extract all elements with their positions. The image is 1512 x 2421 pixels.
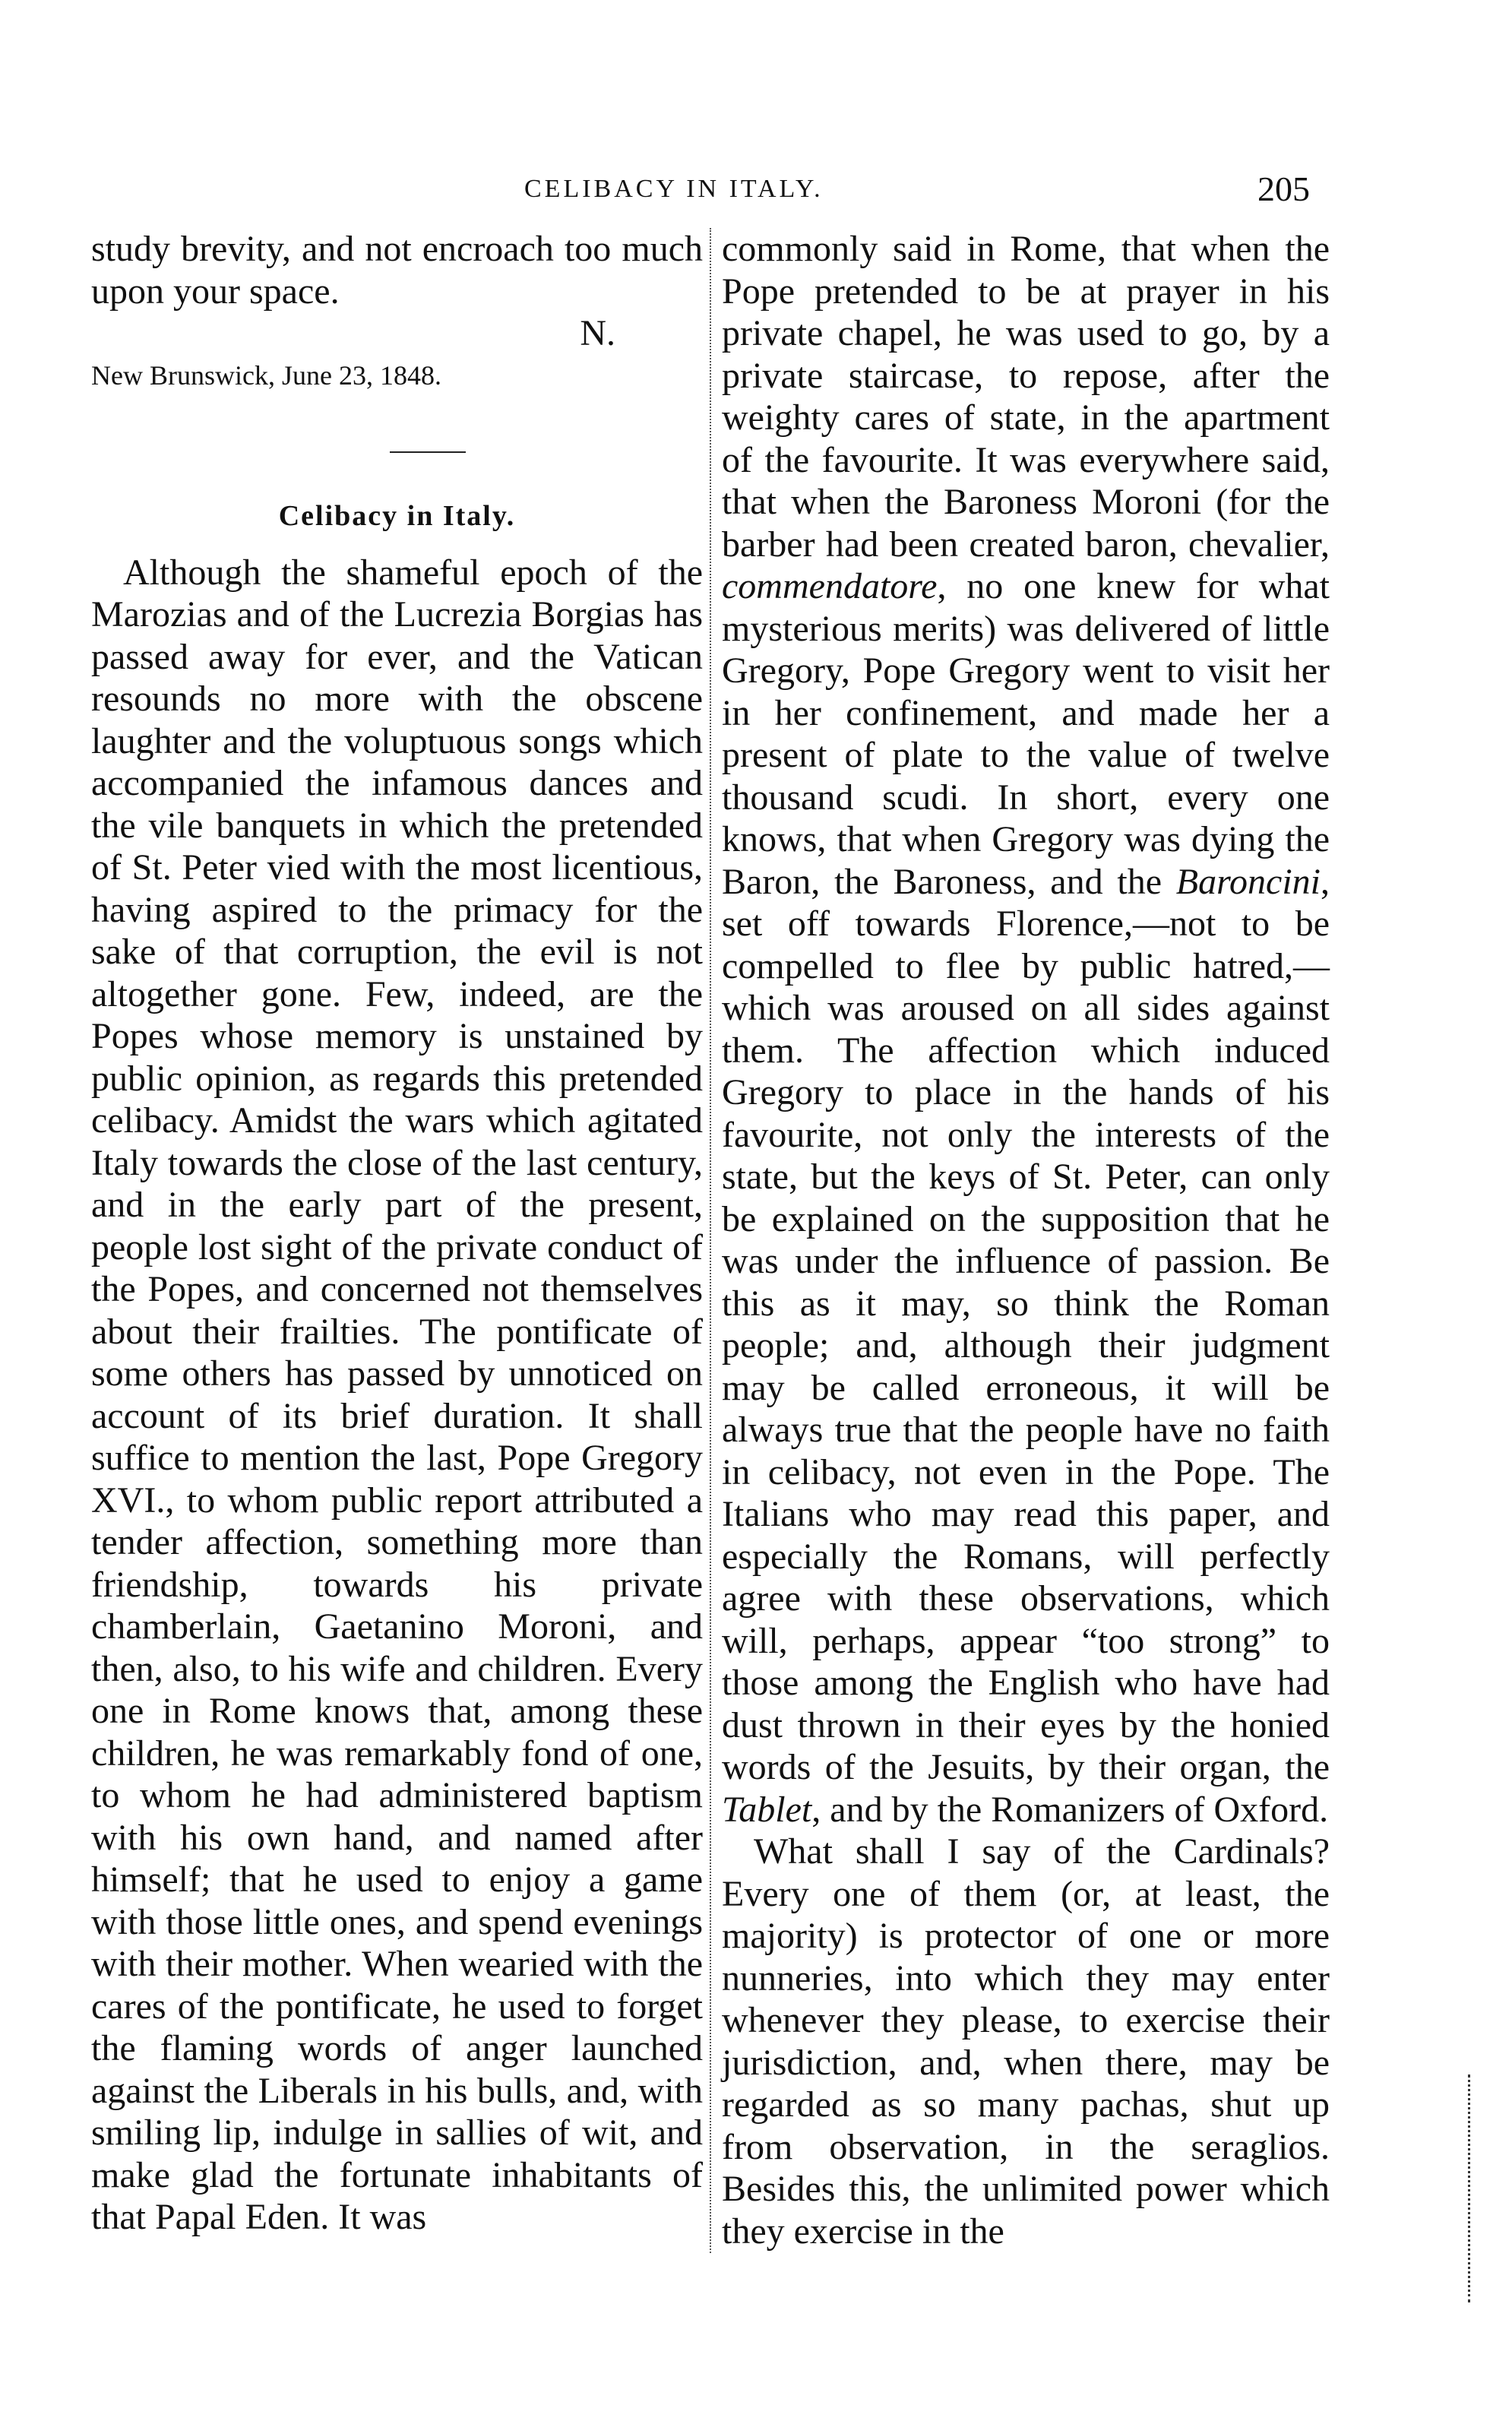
italic-term: commendatore — [722, 566, 938, 606]
right-column — [722, 228, 1330, 2280]
article-paragraph-1-continued — [722, 228, 1330, 1831]
carryover-text: study brevity, and not encroach too much upon your space. — [91, 229, 703, 312]
signature: N. — [580, 313, 615, 353]
text-run: , and by the Romanizers of Oxford. — [811, 1789, 1329, 1830]
text-run: commonly said in Rome, that when the Pope pretended to be at prayer in his private chapel, he was used to go, by a private staircase, to repose, after the weighty cares of state, in the apartment of the favourite. It was everywhere said, that when the Baroness Moroni (for the barber had been created baron, chevalier, — [722, 229, 1330, 565]
section-rule — [390, 451, 466, 453]
page-number: 205 — [1257, 169, 1310, 208]
italic-term: Tablet — [722, 1789, 812, 1830]
column-divider — [710, 228, 711, 2253]
left-column — [91, 228, 703, 2280]
article-paragraph-1: Although the shameful epoch of the Marozias and of the Lucrezia Borgias has passed away for ever, and the Vatican resounds no more with the obscene laughter and the voluptuous songs which accompanied the infamous dances and the vile banquets in which the pretended of St. Peter vied with the most licentious, having aspired to the primacy for the sake of that corruption, the evil is not altogether gone. Few, indeed, are the Popes whose memory is unstained by public opinion, as regards this pretended celibacy. Amidst the wars which agitated Italy towards the close of the last century, and in the early part of the present, people lost sight of the private conduct of the Popes, and concerned not themselves about their frailties. The pontificate of some others has passed by unnoticed on account of its brief duration. It shall suffice to mention the last, Pope Gregory XVI., to whom public report attributed a tender affection, something more than friendship, towards his private chamberlain, Gaetanino Moroni, and then, also, to his wife and children. Every one in Rome knows that, among these children, he was remarkably fond of one, to whom he had administered baptism with his own hand, and named after himself; that he used to enjoy a game with those little ones, and spend evenings with their mother. When wearied with the cares of the pontificate, he used to forget the flaming words of anger launched against the Liberals in his bulls, and, with smiling lip, indulge in sallies of wit, and make glad the fortunate inhabitants of that Papal Eden. It was — [91, 552, 703, 2237]
text-run: , set off towards Florence,—not to be compelled to flee by public hatred,—which was aroused on all sides against them. The affection which induced Gregory to place in the hands of his favourite, not only the interests of the state, but the keys of St. Peter, can only be explained on the supposition that he was under the influence of passion. Be this as it may, so think the Roman people; and, although their judgment may be called erroneous, it will be always true that the people have no faith in celibacy, not even in the Pope. The Italians who may read this paper, and especially the Romans, will perfectly agree with these observations, which will, perhaps, appear “too strong” to those among the English who have had dust thrown in their eyes by the honied words of the Jesuits, by their organ, the — [722, 861, 1330, 1787]
margin-dots — [1468, 2074, 1475, 2302]
dateline: New Brunswick, June 23, 1848. — [91, 359, 441, 391]
running-head — [0, 169, 1512, 214]
running-title: CELIBACY IN ITALY. — [524, 175, 824, 203]
article-title: Celibacy in Italy. — [278, 500, 516, 532]
article-paragraph-2: What shall I say of the Cardinals? Every one of them (or, at least, the majority) is protector of one or more nunneries, into which they may enter whenever they please, to exercise their jurisdiction, and, when there, may be regarded as so many pachas, shut up from observation, in the seraglios. Besides this, the unlimited power which they exercise in the — [722, 1831, 1330, 2252]
italic-term: Baroncini — [1175, 861, 1321, 902]
text-run: , no one knew for what mysterious merits) was delivered of little Gregory, Pope Gregory went to visit her in her confinement, and made her a present of plate to the value of twelve thousand scudi. In short, every one knows, that when Gregory was dying the Baron, the Baroness, and the — [722, 566, 1330, 902]
